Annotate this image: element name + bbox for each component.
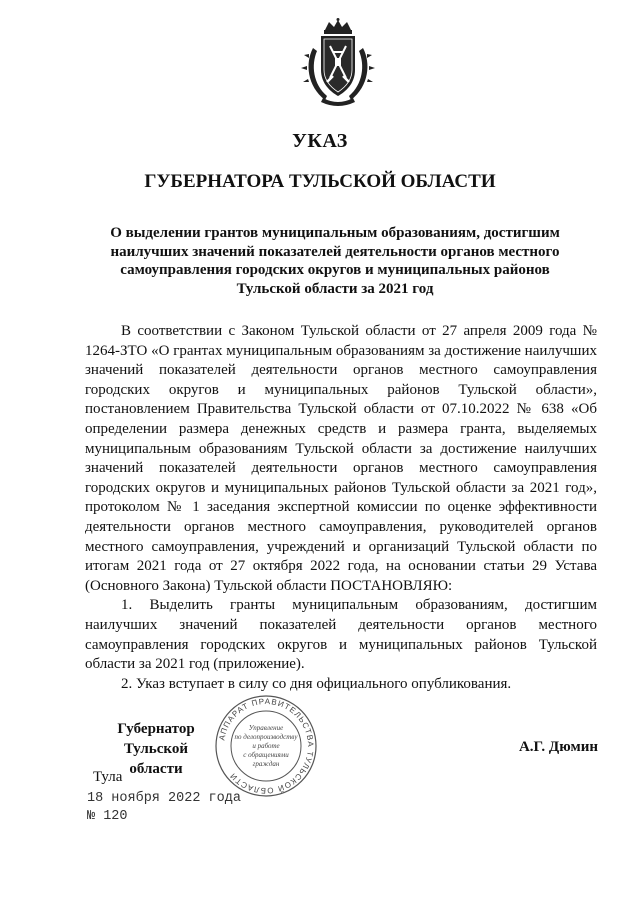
stamp-center-line-5: граждан xyxy=(252,760,280,768)
signer-title-line-2: Тульской области xyxy=(124,741,188,777)
issue-date: 18 ноября 2022 года xyxy=(87,791,241,806)
clause-2-paragraph: 2. Указ вступает в силу со дня официального опубликования. xyxy=(121,675,512,692)
decree-body xyxy=(85,322,597,694)
decree-number: № 120 xyxy=(87,809,128,824)
decree-subject: О выделении грантов муниципальным образованиям, достигшим наилучших значений показателей деятельности органов местного самоуправления городских округов и муниципальных районов Тульской области за 2021 год xyxy=(110,225,560,297)
preamble-paragraph: В соответствии с Законом Тульской области от 27 апреля 2009 года № 1264-ЗТО «О грантах муниципальным образованиям за достижение наилучших значений показателей деятельности органов местного самоуправления городских округов и муниципальных районов Тульской области», постановлением Правительства Тульской области от 07.10.2022 № 638 «Об определении размера денежных средств и размера гранта, выделяемых муниципальным образованиям Тульской области за достижение наилучших значений показателей деятельности органов местного самоуправления городских округов и муниципальных районов Тульской области за 2021 год», протоколом № 1 заседания экспертной комиссии по оценке эффективности деятельности органов местного самоуправления, руководителей органов местного самоуправления, учреждений и организаций Тульской области по итогам 2021 года от 27 октября 2022 года, на основании статьи 29 Устава (Основного Закона) Тульской области ПОСТАНОВЛЯЮ: xyxy=(85,323,597,594)
stamp-center-line-3: и работе xyxy=(252,742,280,750)
stamp-center-line-1: Управление xyxy=(248,724,284,732)
signer-title-line-1: Губернатор xyxy=(117,721,195,737)
stamp-ring-text: АППАРАТ ПРАВИТЕЛЬСТВА ТУЛЬСКОЙ ОБЛАСТИ xyxy=(217,696,316,796)
decree-title: УКАЗ xyxy=(292,130,348,152)
registration-stamp-icon xyxy=(214,694,318,798)
decree-issuer: ГУБЕРНАТОРА ТУЛЬСКОЙ ОБЛАСТИ xyxy=(144,171,496,192)
signer-name: А.Г. Дюмин xyxy=(518,739,598,755)
clause-1-paragraph: 1. Выделить гранты муниципальным образованиям, достигшим наилучших значений показателей деятельности органов местного самоуправления городских округов и муниципальных районов Тульской области за 2021 год (приложение). xyxy=(85,597,597,673)
issue-place: Тула xyxy=(93,769,123,785)
stamp-center-line-4: с обращениями xyxy=(243,751,289,759)
coat-of-arms-icon xyxy=(297,18,379,108)
stamp-center-line-2: по делопроизводству xyxy=(234,733,298,741)
